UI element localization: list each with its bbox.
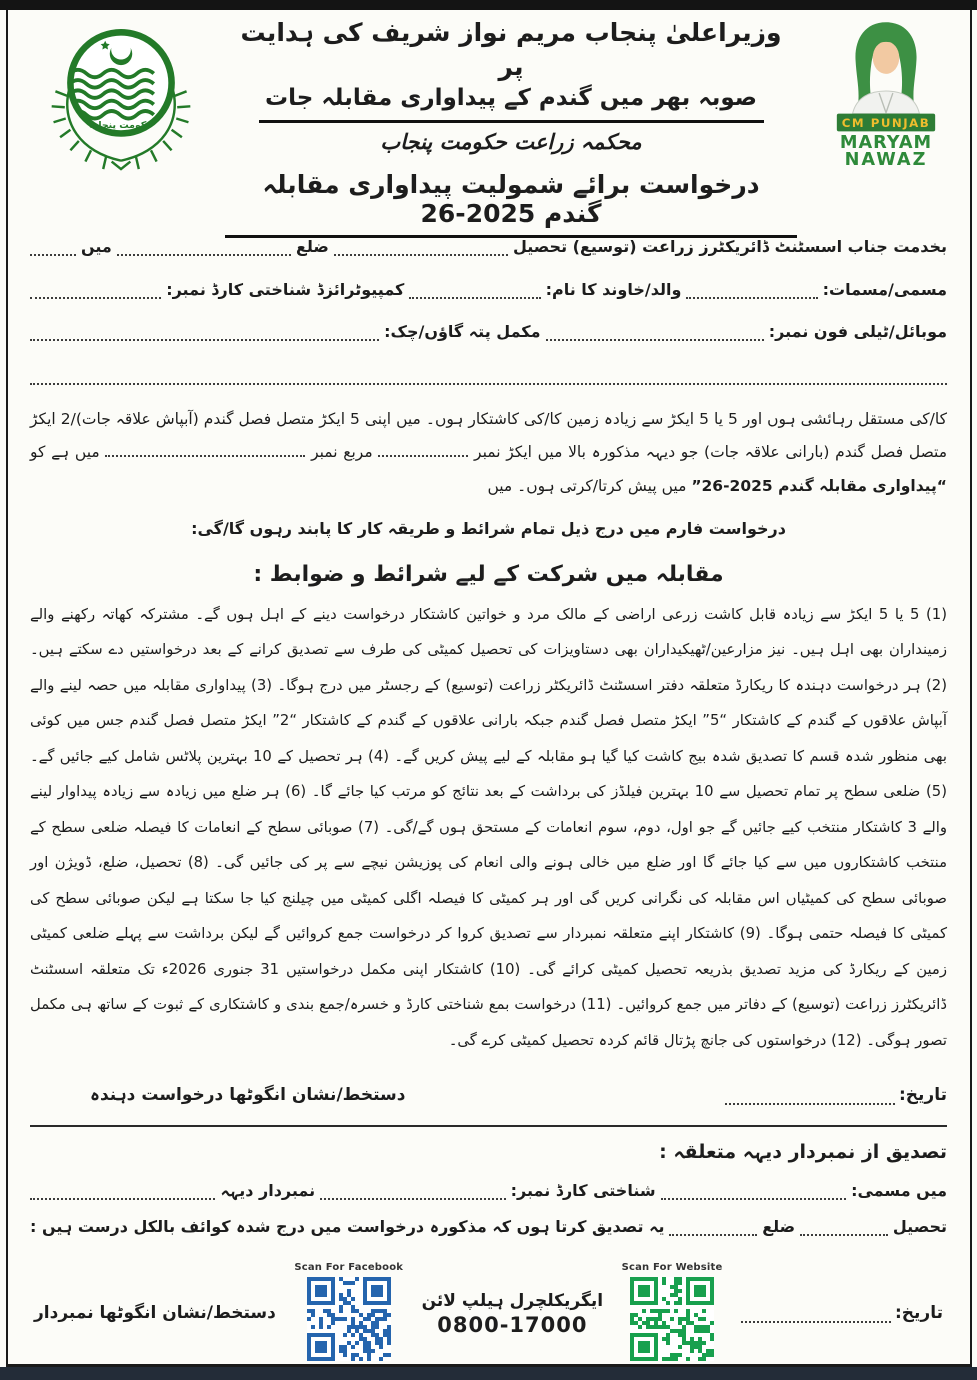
verification-heading: تصدیق از نمبردار دیہہ متعلقہ :: [659, 1141, 947, 1164]
tehsil-field[interactable]: [334, 236, 508, 256]
department-name: محکمہ زراعت حکومت پنجاب: [380, 130, 642, 155]
form-title: درخواست برائے شمولیت پیداواری مقابلہ گندم 2025-26: [225, 166, 797, 238]
helpline-block: [422, 1290, 603, 1337]
page-bottom-border: [0, 1367, 977, 1380]
website-qr-block: [622, 1262, 723, 1365]
numberdar-date-label: تاریخ:: [895, 1303, 943, 1324]
applicant-date-label: تاریخ:: [899, 1085, 947, 1106]
competition-name: “پیداواری مقابلہ گندم 2025-26”: [691, 476, 947, 495]
to-label: بخدمت جناب اسسٹنٹ ڈائریکٹرز زراعت (توسیع) تحصیل: [512, 237, 947, 257]
applicant-signature-row: [30, 1084, 947, 1105]
applicant-name-label: مسمی/مسمات:: [822, 279, 947, 299]
applicant-name-field[interactable]: [686, 278, 817, 298]
numberdar-village-label: نمبردار دیہہ: [220, 1180, 316, 1200]
address-field[interactable]: [30, 321, 379, 341]
district-field[interactable]: [117, 236, 291, 256]
square-number-field[interactable]: [105, 440, 305, 458]
applicant-date-field[interactable]: [725, 1086, 895, 1105]
acre-number-field[interactable]: [378, 440, 468, 458]
cnic-label: کمپیوٹرائزڈ شناختی کارڈ نمبر:: [166, 279, 405, 299]
facebook-qr-code: [307, 1277, 391, 1365]
crest-caption: حکومت پنجاب: [88, 119, 154, 131]
terms-heading: مقابلہ میں شرکت کے لیے شرائط و ضوابط :: [253, 561, 724, 587]
cm-badge-name-line2: NAWAZ: [844, 149, 928, 168]
numberdar-date-field[interactable]: [741, 1304, 891, 1323]
declaration-paragraph: [30, 403, 947, 503]
website-qr-code: [630, 1277, 714, 1365]
declaration-text-2: میں ہے کو: [30, 443, 100, 462]
ver-district-label: ضلع: [762, 1216, 796, 1236]
phone-label: موبائل/ٹیلی فون نمبر:: [768, 322, 947, 342]
cm-badge-name-line1: MARYAM: [839, 133, 933, 154]
header-line1: وزیراعلیٰ پنجاب مریم نواز شریف کی ہدایت پر: [240, 18, 782, 81]
numberdar-name-label: میں مسمی:: [851, 1180, 947, 1200]
page-top-border: [0, 0, 977, 10]
cnic-field[interactable]: [30, 278, 161, 298]
section-divider: [30, 1125, 947, 1127]
district-label: ضلع: [295, 237, 329, 257]
verification-row-2: [30, 1216, 947, 1236]
numberdar-signature-label: دستخط/نشان انگوٹھا نمبردار: [34, 1303, 276, 1324]
addressee-row: [30, 236, 947, 256]
numberdar-cnic-label: شناختی کارڈ نمبر:: [510, 1180, 656, 1200]
addressee-trailing-field[interactable]: [30, 236, 76, 256]
numberdar-name-field[interactable]: [661, 1179, 847, 1199]
header-line2: صوبہ بھر میں گندم کے پیداواری مقابلہ جات: [265, 84, 757, 111]
header-divider: [259, 120, 764, 123]
punjab-government-crest-logo: [32, 20, 210, 172]
ver-tehsil-field[interactable]: [800, 1216, 888, 1236]
phone-field[interactable]: [546, 321, 764, 341]
numberdar-cnic-field[interactable]: [320, 1179, 506, 1199]
declaration-text-3: میں پیش کرتا/کرتی ہوں۔ میں: [487, 476, 687, 495]
numberdar-village-field[interactable]: [30, 1179, 216, 1199]
father-husband-name-field[interactable]: [409, 278, 540, 298]
facebook-qr-label: Scan For Facebook: [294, 1261, 404, 1273]
in-label: میں: [80, 237, 112, 257]
terms-body: (1) 5 یا 5 ایکڑ سے زیادہ قابل کاشت زرعی اراضی کے مالک مرد و خواتین کاشتکار درخواست دینے کے اہل ہوں گے۔ مشترکہ کھاتہ رکھنے والے زمینداران بھی اہل ہیں۔ نیز مزارعین/ٹھیکیداران بھی دستاویزات کی تحصیل کمیٹی کی طرف سے تصدیق کرانے کے بعد درخواستیں دے سکتے ہیں۔ (2) ہر درخواست دہندہ کا ریکارڈ متعلقہ دفتر اسسٹنٹ ڈائریکٹر زراعت (توسیع) کے رجسٹر میں درج ہوگا۔ (3) پیداواری مقابلہ میں حصہ لینے والے آبپاش علاقوں کے گندم کے کاشتکار “5” ایکڑ متصل فصل گندم جبکہ بارانی علاقوں کے گندم کے کاشتکار “2” ایکڑ متصل فصل گندم جس میں کوئی بھی منظور شدہ قسم کا تصدیق شدہ بیج کاشت کیا گیا ہو مقابلہ کے لیے پیش کریں گے۔ (4) ہر تحصیل کے 10 بہترین پلاٹس شامل کیے جائیں گے۔ (5) ضلعی سطح پر تمام تحصیل سے 10 بہترین فیلڈز کی برداشت کے بعد نتائج کو مرتب کیا جائے گا۔ (6) ہر ضلع میں زیادہ سے زیادہ پیداوار لینے والے 3 کاشتکار منتخب کیے جائیں گے جو اول، دوم، سوم انعامات کے مستحق ہوں گے/گی۔ (7) صوبائی سطح کے انعامات کا فیصلہ ضلعی سطح کے منتخب کاشتکاروں میں سے کیا جائے گا اور ضلع میں خالی ہونے والی انعام کی پوزیشن نیچے سے پر کی جائیں گی۔ (8) تحصیل، ضلع، ڈویژن اور صوبائی سطح کی کمیٹیاں اس مقابلہ کی نگرانی کریں گی اور ہر کمیٹی کا فیصلہ اگلی کمیٹی میں چیلنج کیا جا سکتا ہے لیکن صوبائی سطح کی کمیٹی کا فیصلہ حتمی ہوگا۔ (9) کاشتکار اپنے متعلقہ نمبردار سے تصدیق کروا کر درخواست جمع کروائیں گے لیکن برداشت سے پہلے ضلعی کمیٹی زمین کے ریکارڈ کی مزید تصدیق بذریعہ تحصیل کمیٹی کرائے گی۔ (10) کاشتکار اپنی مکمل درخواستیں 31 جنوری 2026ء تک متعلقہ اسسٹنٹ ڈائریکٹرز زراعت (توسیع) کے دفاتر میں جمع کروائیں۔ (11) درخواست بمع شناختی کارڈ و خسرہ/جمع بندی و کاشتکاری کے ثبوت کے ساتھ ہی مکمل تصور ہوگی۔ (12) درخواستوں کی جانچ پڑتال قائم کردہ تحصیل کمیٹی کرے گی۔: [30, 605, 947, 1049]
verification-statement: یہ تصدیق کرتا ہوں کہ مذکورہ درخواست میں درج شدہ کوائف بالکل درست ہیں :: [29, 1216, 665, 1236]
verification-row-1: [30, 1179, 947, 1199]
father-husband-label: والد/خاوند کا نام:: [545, 279, 682, 299]
cm-badge-band-text: CM PUNJAB: [841, 115, 931, 130]
header: [30, 16, 947, 228]
address-continuation-field[interactable]: [30, 367, 947, 385]
declaration-text-1: کا/کی مستقل رہائشی ہوں اور 5 یا 5 ایکڑ سے زیادہ زمین کا/کی کاشتکار ہوں۔ میں اپنی 5 ایکڑ متصل فصل گندم (آبپاش علاقہ جات)/2 ایکڑ متصل فصل گندم (بارانی علاقہ جات) جو دیہہ مذکورہ بالا میں ایکڑ نمبر: [30, 410, 947, 462]
contact-row: [30, 321, 947, 341]
website-qr-label: Scan For Website: [621, 1261, 723, 1273]
identity-row: [30, 278, 947, 298]
applicant-signature-label: دستخط/نشان انگوٹھا درخواست دہندہ: [90, 1085, 406, 1106]
facebook-qr-block: [294, 1262, 403, 1365]
cm-maryam-nawaz-logo: [827, 18, 945, 168]
ver-district-field[interactable]: [669, 1216, 757, 1236]
footer: [30, 1262, 947, 1365]
declaration-closing-line: درخواست فارم میں درج ذیل تمام شرائط و طریقہ کار کا پابند رہوں گا/گی:: [191, 518, 786, 538]
helpline-number: 0800-17000: [437, 1312, 588, 1337]
ver-tehsil-label: تحصیل: [892, 1216, 947, 1236]
address-label: مکمل پتہ گاؤں/چک:: [384, 322, 541, 342]
square-number-label: مربع نمبر: [311, 443, 373, 462]
helpline-label: ایگریکلچرل ہیلپ لائن: [421, 1290, 604, 1311]
